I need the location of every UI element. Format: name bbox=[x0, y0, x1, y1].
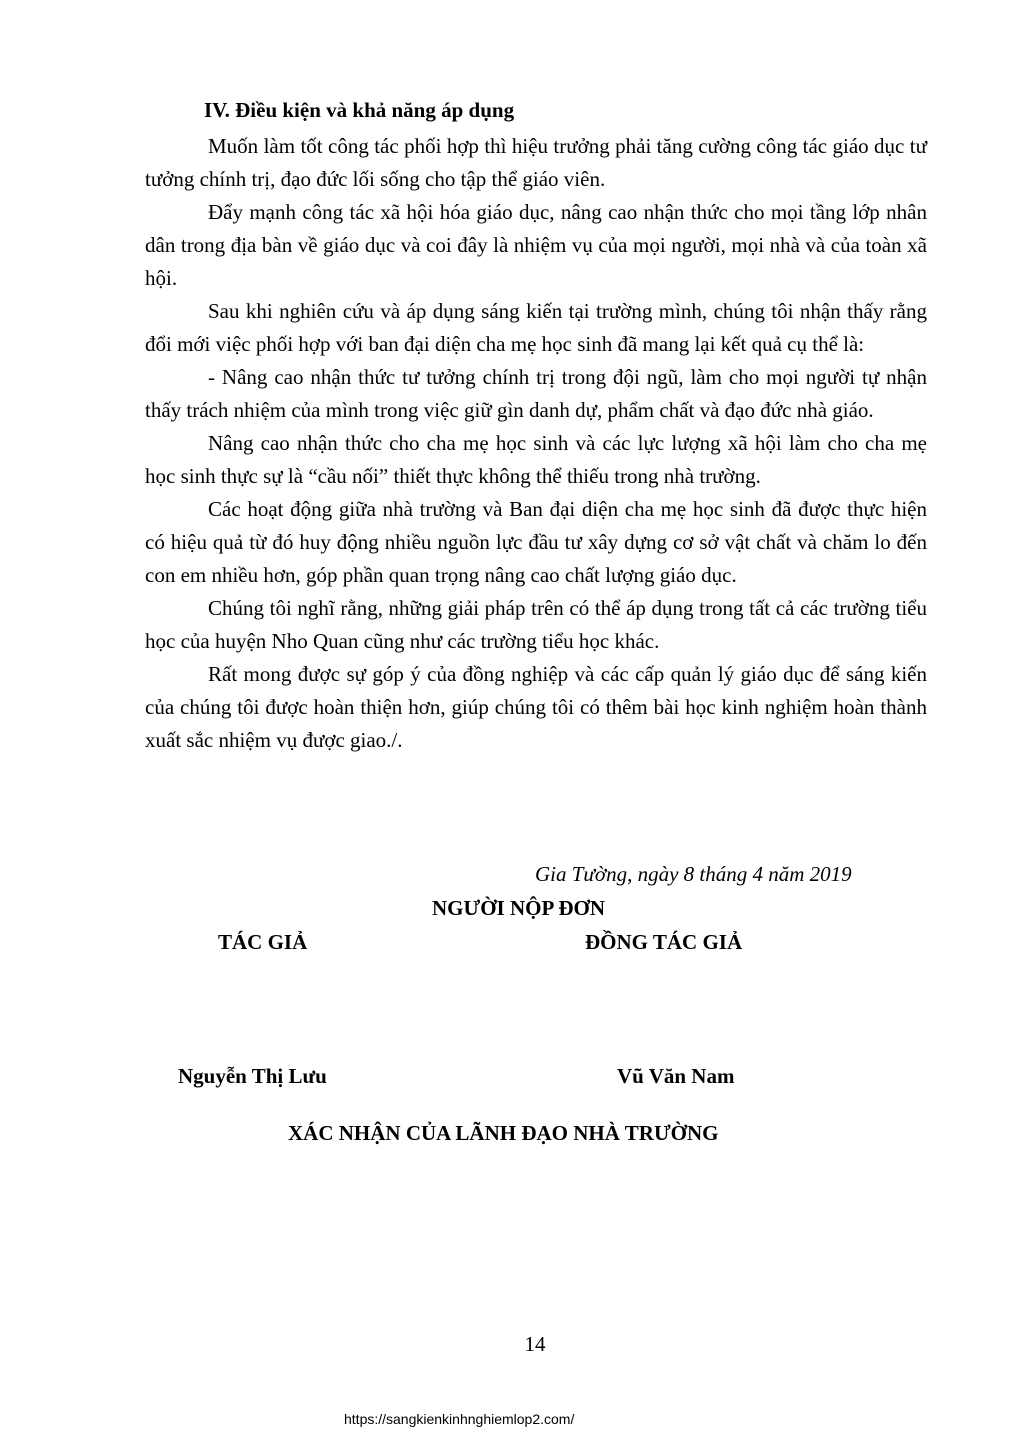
paragraph: Sau khi nghiên cứu và áp dụng sáng kiến tại trường mình, chúng tôi nhận thấy rằng đổi mới việc phối hợp với ban đại diện cha mẹ học sinh đã mang lại kết quả cụ thể là: bbox=[145, 299, 927, 356]
confirmation-title: XÁC NHẬN CỦA LÃNH ĐẠO NHÀ TRƯỜNG bbox=[288, 1121, 719, 1145]
coauthor-name: Vũ Văn Nam bbox=[617, 1064, 735, 1088]
submitter-title: NGƯỜI NỘP ĐƠN bbox=[432, 896, 606, 920]
section-heading: IV. Điều kiện và khả năng áp dụng bbox=[204, 98, 515, 122]
paragraph: Chúng tôi nghĩ rằng, những giải pháp trên có thể áp dụng trong tất cả các trường tiểu học của huyện Nho Quan cũng như các trường tiểu học khác. bbox=[145, 596, 927, 653]
paragraph: Muốn làm tốt công tác phối hợp thì hiệu trưởng phải tăng cường công tác giáo dục tư tưởng chính trị, đạo đức lối sống cho tập thể giáo viên. bbox=[145, 134, 927, 191]
body-text bbox=[145, 130, 927, 757]
paragraph: - Nâng cao nhận thức tư tưởng chính trị trong đội ngũ, làm cho mọi người tự nhận thấy trách nhiệm của mình trong việc giữ gìn danh dự, phẩm chất và đạo đức nhà giáo. bbox=[145, 365, 927, 422]
paragraph: Rất mong được sự góp ý của đồng nghiệp và các cấp quản lý giáo dục để sáng kiến của chúng tôi được hoàn thiện hơn, giúp chúng tôi có thêm bài học kinh nghiệm hoàn thành xuất sắc nhiệm vụ được giao./. bbox=[145, 662, 927, 752]
page-number: 14 bbox=[524, 1332, 546, 1356]
date-line: Gia Tường, ngày 8 tháng 4 năm 2019 bbox=[535, 862, 852, 886]
author-title: TÁC GIẢ bbox=[218, 930, 308, 954]
paragraph: Các hoạt động giữa nhà trường và Ban đại diện cha mẹ học sinh đã được thực hiện có hiệu quả từ đó huy động nhiều nguồn lực đầu tư xây dựng cơ sở vật chất và chăm lo đến con em nhiều hơn, góp phần quan trọng nâng cao chất lượng giáo dục. bbox=[145, 497, 927, 587]
footer-url[interactable]: https://sangkienkinhnghiemlop2.com/ bbox=[344, 1411, 575, 1427]
author-name: Nguyễn Thị Lưu bbox=[178, 1064, 327, 1088]
paragraph: Nâng cao nhận thức cho cha mẹ học sinh và các lực lượng xã hội làm cho cha mẹ học sinh thực sự là “cầu nối” thiết thực không thể thiếu trong nhà trường. bbox=[145, 431, 927, 488]
coauthor-title: ĐỒNG TÁC GIẢ bbox=[585, 930, 743, 954]
paragraph: Đẩy mạnh công tác xã hội hóa giáo dục, nâng cao nhận thức cho mọi tầng lớp nhân dân trong địa bàn về giáo dục và coi đây là nhiệm vụ của mọi người, mọi nhà và của toàn xã hội. bbox=[145, 200, 927, 290]
